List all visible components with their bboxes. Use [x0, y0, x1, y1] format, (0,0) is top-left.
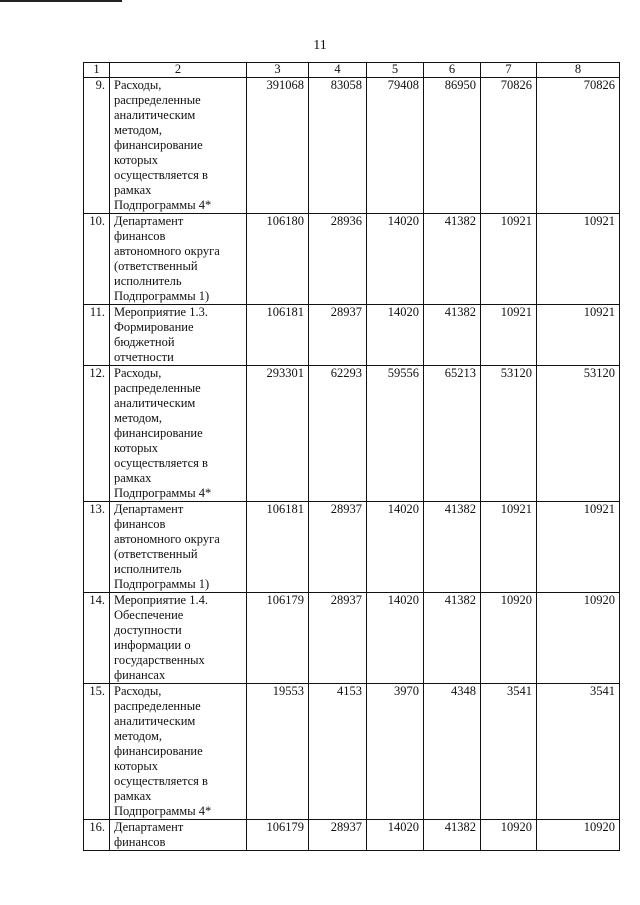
value-cell: 293301 — [247, 366, 309, 502]
value-cell: 28937 — [309, 502, 367, 593]
table-row — [84, 684, 620, 820]
description-line: которых — [114, 441, 158, 455]
description-line: финансах — [114, 668, 166, 682]
value-cell: 106181 — [247, 305, 309, 366]
description-line: осуществляется в — [114, 168, 208, 182]
table-row — [84, 305, 620, 366]
column-header: 6 — [424, 63, 481, 78]
column-header: 8 — [537, 63, 620, 78]
row-number: 15. — [84, 684, 110, 820]
value-cell: 86950 — [424, 78, 481, 214]
value-cell: 10921 — [481, 214, 537, 305]
value-cell: 3541 — [481, 684, 537, 820]
row-description — [110, 305, 247, 366]
value-cell: 4153 — [309, 684, 367, 820]
description-line: Мероприятие 1.4. — [114, 593, 208, 607]
column-header: 4 — [309, 63, 367, 78]
description-line: Подпрограммы 1) — [114, 289, 210, 303]
row-description — [110, 78, 247, 214]
value-cell: 391068 — [247, 78, 309, 214]
value-cell: 14020 — [367, 820, 424, 851]
value-cell: 62293 — [309, 366, 367, 502]
description-line: аналитическим — [114, 108, 196, 122]
description-line: бюджетной — [114, 335, 175, 349]
table-row — [84, 502, 620, 593]
value-cell: 14020 — [367, 502, 424, 593]
description-line: Департамент — [114, 502, 184, 516]
description-line: Департамент — [114, 214, 184, 228]
value-cell: 4348 — [424, 684, 481, 820]
value-cell: 53120 — [481, 366, 537, 502]
row-number: 14. — [84, 593, 110, 684]
value-cell: 19553 — [247, 684, 309, 820]
value-cell: 10921 — [481, 502, 537, 593]
top-decorative-rule — [0, 0, 122, 2]
page-number: 11 — [313, 38, 327, 53]
value-cell: 14020 — [367, 305, 424, 366]
value-cell: 106180 — [247, 214, 309, 305]
description-line: Подпрограммы 4* — [114, 486, 212, 500]
description-line: (ответственный — [114, 259, 198, 273]
value-cell: 14020 — [367, 593, 424, 684]
description-line: Обеспечение — [114, 608, 184, 622]
value-cell: 59556 — [367, 366, 424, 502]
value-cell: 3970 — [367, 684, 424, 820]
description-line: Мероприятие 1.3. — [114, 305, 208, 319]
value-cell: 10920 — [481, 593, 537, 684]
table-row — [84, 820, 620, 851]
value-cell: 28937 — [309, 305, 367, 366]
value-cell: 70826 — [481, 78, 537, 214]
row-number: 10. — [84, 214, 110, 305]
description-line: доступности — [114, 623, 182, 637]
description-line: Формирование — [114, 320, 194, 334]
column-header: 1 — [84, 63, 110, 78]
description-line: распределенные — [114, 381, 201, 395]
description-line: информации о — [114, 638, 191, 652]
value-cell: 41382 — [424, 593, 481, 684]
value-cell: 10920 — [537, 593, 620, 684]
value-cell: 41382 — [424, 502, 481, 593]
value-cell: 65213 — [424, 366, 481, 502]
row-number: 9. — [84, 78, 110, 214]
row-description — [110, 593, 247, 684]
value-cell: 10921 — [537, 214, 620, 305]
value-cell: 3541 — [537, 684, 620, 820]
description-line: государственных — [114, 653, 205, 667]
budget-table — [83, 62, 620, 851]
value-cell: 53120 — [537, 366, 620, 502]
row-number: 11. — [84, 305, 110, 366]
value-cell: 106179 — [247, 820, 309, 851]
value-cell: 14020 — [367, 214, 424, 305]
row-number: 13. — [84, 502, 110, 593]
value-cell: 106179 — [247, 593, 309, 684]
description-line: рамках — [114, 789, 152, 803]
description-line: методом, — [114, 411, 163, 425]
row-description — [110, 214, 247, 305]
table-row — [84, 78, 620, 214]
column-header: 3 — [247, 63, 309, 78]
description-line: Подпрограммы 1) — [114, 577, 210, 591]
value-cell: 106181 — [247, 502, 309, 593]
description-line: отчетности — [114, 350, 174, 364]
row-number: 16. — [84, 820, 110, 851]
value-cell: 41382 — [424, 305, 481, 366]
value-cell: 41382 — [424, 820, 481, 851]
description-line: финансов — [114, 835, 166, 849]
description-line: Расходы, — [114, 684, 162, 698]
value-cell: 70826 — [537, 78, 620, 214]
description-line: финансирование — [114, 138, 203, 152]
table-row — [84, 593, 620, 684]
row-description — [110, 820, 247, 851]
table-row — [84, 366, 620, 502]
table-row — [84, 214, 620, 305]
value-cell: 41382 — [424, 214, 481, 305]
description-line: которых — [114, 153, 158, 167]
description-line: Расходы, — [114, 78, 162, 92]
value-cell: 28937 — [309, 593, 367, 684]
value-cell: 28937 — [309, 820, 367, 851]
description-line: которых — [114, 759, 158, 773]
description-line: методом, — [114, 123, 163, 137]
value-cell: 10920 — [481, 820, 537, 851]
value-cell: 10921 — [537, 502, 620, 593]
column-header: 2 — [110, 63, 247, 78]
description-line: автономного округа — [114, 532, 220, 546]
row-description — [110, 502, 247, 593]
value-cell: 10920 — [537, 820, 620, 851]
description-line: (ответственный — [114, 547, 198, 561]
description-line: исполнитель — [114, 562, 182, 576]
description-line: распределенные — [114, 699, 201, 713]
value-cell: 83058 — [309, 78, 367, 214]
description-line: осуществляется в — [114, 456, 208, 470]
description-line: финансирование — [114, 426, 203, 440]
description-line: финансирование — [114, 744, 203, 758]
value-cell: 10921 — [481, 305, 537, 366]
row-number: 12. — [84, 366, 110, 502]
table-body — [84, 78, 620, 851]
description-line: аналитическим — [114, 396, 196, 410]
description-line: Подпрограммы 4* — [114, 804, 212, 818]
value-cell: 10921 — [537, 305, 620, 366]
description-line: Расходы, — [114, 366, 162, 380]
row-description — [110, 366, 247, 502]
row-description — [110, 684, 247, 820]
description-line: аналитическим — [114, 714, 196, 728]
column-header: 5 — [367, 63, 424, 78]
description-line: автономного округа — [114, 244, 220, 258]
column-header: 7 — [481, 63, 537, 78]
description-line: осуществляется в — [114, 774, 208, 788]
description-line: финансов — [114, 517, 166, 531]
description-line: исполнитель — [114, 274, 182, 288]
description-line: методом, — [114, 729, 163, 743]
value-cell: 79408 — [367, 78, 424, 214]
description-line: рамках — [114, 471, 152, 485]
value-cell: 28936 — [309, 214, 367, 305]
description-line: распределенные — [114, 93, 201, 107]
description-line: финансов — [114, 229, 166, 243]
table-header-row — [84, 63, 620, 78]
description-line: Департамент — [114, 820, 184, 834]
description-line: рамках — [114, 183, 152, 197]
description-line: Подпрограммы 4* — [114, 198, 212, 212]
